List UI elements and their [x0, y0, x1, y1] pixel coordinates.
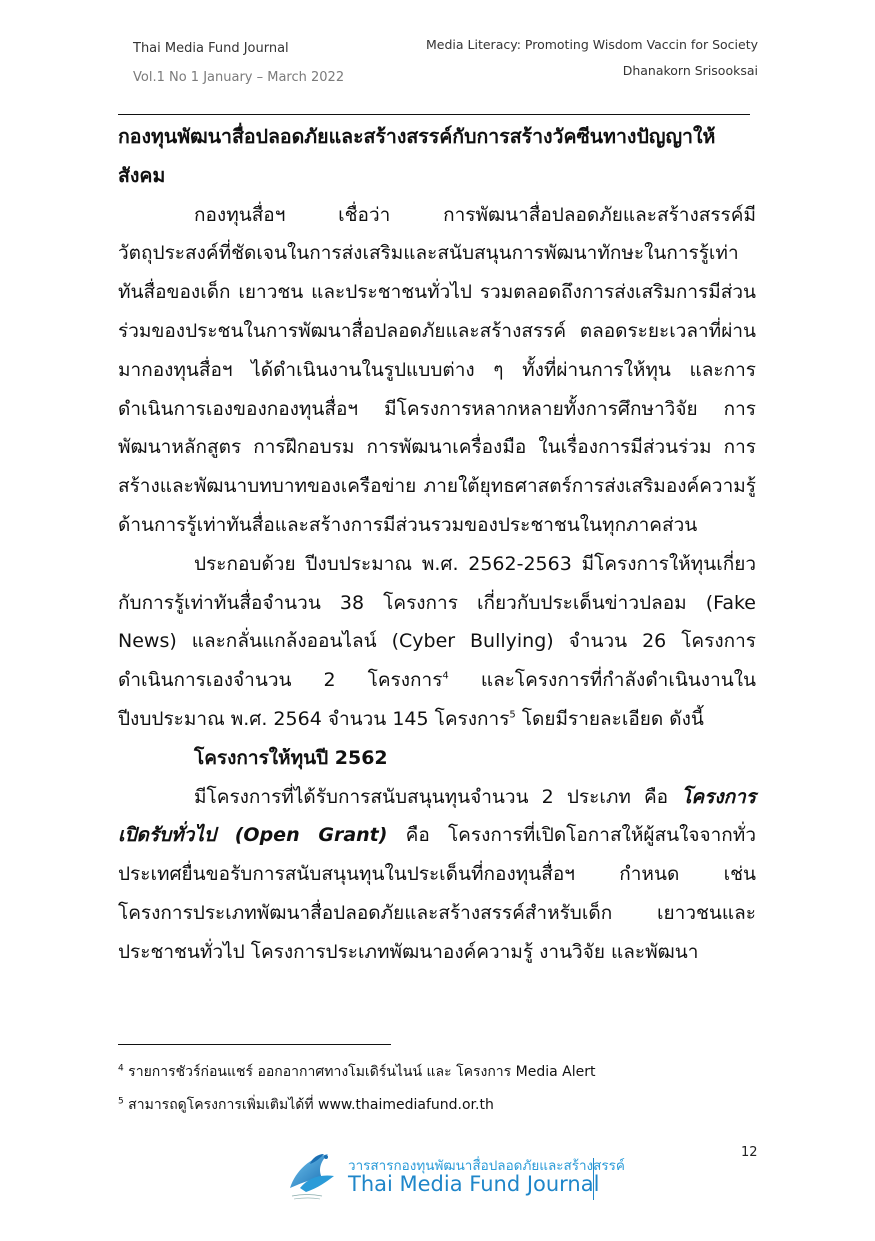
paragraph-2-part-a: ประกอบด้วย ปีงบประมาณ พ.ศ. 2562-2563 มีโครงการให้ทุนเกี่ยวกับการรู้เท่าทันสื่อจำนวน 38 โครงการ เกี่ยวกับประเด็นข่าวปลอม (Fake News) และกลั่นแกล้งออนไลน์ (Cyber Bullying) จำนวน 26 โครงการ ดำเนินการเองจำนวน 2 โครงการ	[118, 552, 756, 692]
footnote-mark: 5	[118, 1096, 124, 1107]
page-number: 12	[741, 1145, 758, 1160]
footnote-mark: 4	[118, 1063, 124, 1074]
footnote-ref-5[interactable]: 5	[509, 709, 516, 721]
paragraph-3	[118, 778, 756, 972]
article-body	[118, 118, 756, 972]
footnote-ref-4[interactable]: 4	[442, 670, 449, 682]
footnote-rule	[118, 1044, 391, 1045]
bird-logo-icon	[282, 1148, 348, 1204]
footnote-4	[118, 1063, 595, 1081]
paragraph-1: กองทุนสื่อฯ เชื่อว่า การพัฒนาสื่อปลอดภัยและสร้างสรรค์มีวัตถุประสงค์ที่ชัดเจนในการส่งเสริมและสนับสนุนการพัฒนาทักษะในการรู้เท่าทันสื่อของเด็ก เยาวชน และประชาชนทั่วไป รวมตลอดถึงการส่งเสริมการมีส่วนร่วมของประชนในการพัฒนาสื่อปลอดภัยและสร้างสรรค์ ตลอดระยะเวลาที่ผ่านมากองทุนสื่อฯ ได้ดำเนินงานในรูปแบบต่าง ๆ ทั้งที่ผ่านการให้ทุน และการดำเนินการเองของกองทุนสื่อฯ มีโครงการหลากหลายทั้งการศึกษาวิจัย การพัฒนาหลักสูตร การฝึกอบรม การพัฒนาเครื่องมือ ในเรื่องการมีส่วนร่วม การสร้างและพัฒนาบทบาทของเครือข่าย ภายใต้ยุทธศาสตร์การส่งเสริมองค์ความรู้ด้านการรู้เท่าทันสื่อและสร้างการมีส่วนรวมของประชาชนในทุกภาคส่วน	[118, 203, 756, 536]
footnote-5	[118, 1096, 494, 1114]
paragraph-3-part-a: มีโครงการที่ได้รับการสนับสนุนทุนจำนวน 2 ประเภท คือ	[194, 785, 682, 808]
header-rule	[118, 114, 750, 115]
logo-english-text: Thai Media Fund Journal	[348, 1172, 600, 1196]
journal-logo	[282, 1148, 625, 1204]
article-title: Media Literacy: Promoting Wisdom Vaccin for Society	[426, 37, 758, 52]
author-name: Dhanakorn Srisooksai	[622, 63, 758, 78]
logo-thai-text: วารสารกองทุนพัฒนาสื่อปลอดภัยและสร้างสรรค์	[348, 1158, 625, 1174]
journal-name: Thai Media Fund Journal	[133, 41, 289, 56]
paragraph-2	[118, 545, 756, 739]
footnote-text: สามารถดูโครงการเพิ่มเติมได้ที่ www.thaimediafund.or.th	[123, 1097, 494, 1113]
paragraph-2-part-c: โดยมีรายละเอียด ดังนี้	[515, 707, 704, 730]
open-grant-term: โครงการเปิดรับทั่วไป (Open Grant)	[118, 785, 756, 847]
footnote-text: รายการชัวร์ก่อนแชร์ ออกอากาศทางโมเดิร์นไนน์ และ โครงการ Media Alert	[123, 1064, 596, 1080]
journal-volume: Vol.1 No 1 January – March 2022	[133, 70, 345, 85]
subheading: โครงการให้ทุนปี 2562	[194, 746, 388, 769]
paragraph-2-part-b: และโครงการที่กำลังดำเนินงานในปีงบประมาณ พ.ศ. 2564 จำนวน 145 โครงการ	[118, 669, 756, 730]
logo-divider	[593, 1158, 594, 1200]
section-heading: กองทุนพัฒนาสื่อปลอดภัยและสร้างสรรค์กับการสร้างวัคซีนทางปัญญาให้สังคม	[118, 125, 716, 187]
paragraph-3-part-b: คือ โครงการที่เปิดโอกาสให้ผู้สนใจจากทั่วประเทศยื่นขอรับการสนับสนุนทุนในประเด็นที่กองทุนสื่อฯ กำหนด เช่น โครงการประเภทพัฒนาสื่อปลอดภัยและสร้างสรรค์สำหรับเด็ก เยาวชนและประชาชนทั่วไป โครงการประเภทพัฒนาองค์ความรู้ งานวิจัย และพัฒนา	[118, 824, 756, 963]
